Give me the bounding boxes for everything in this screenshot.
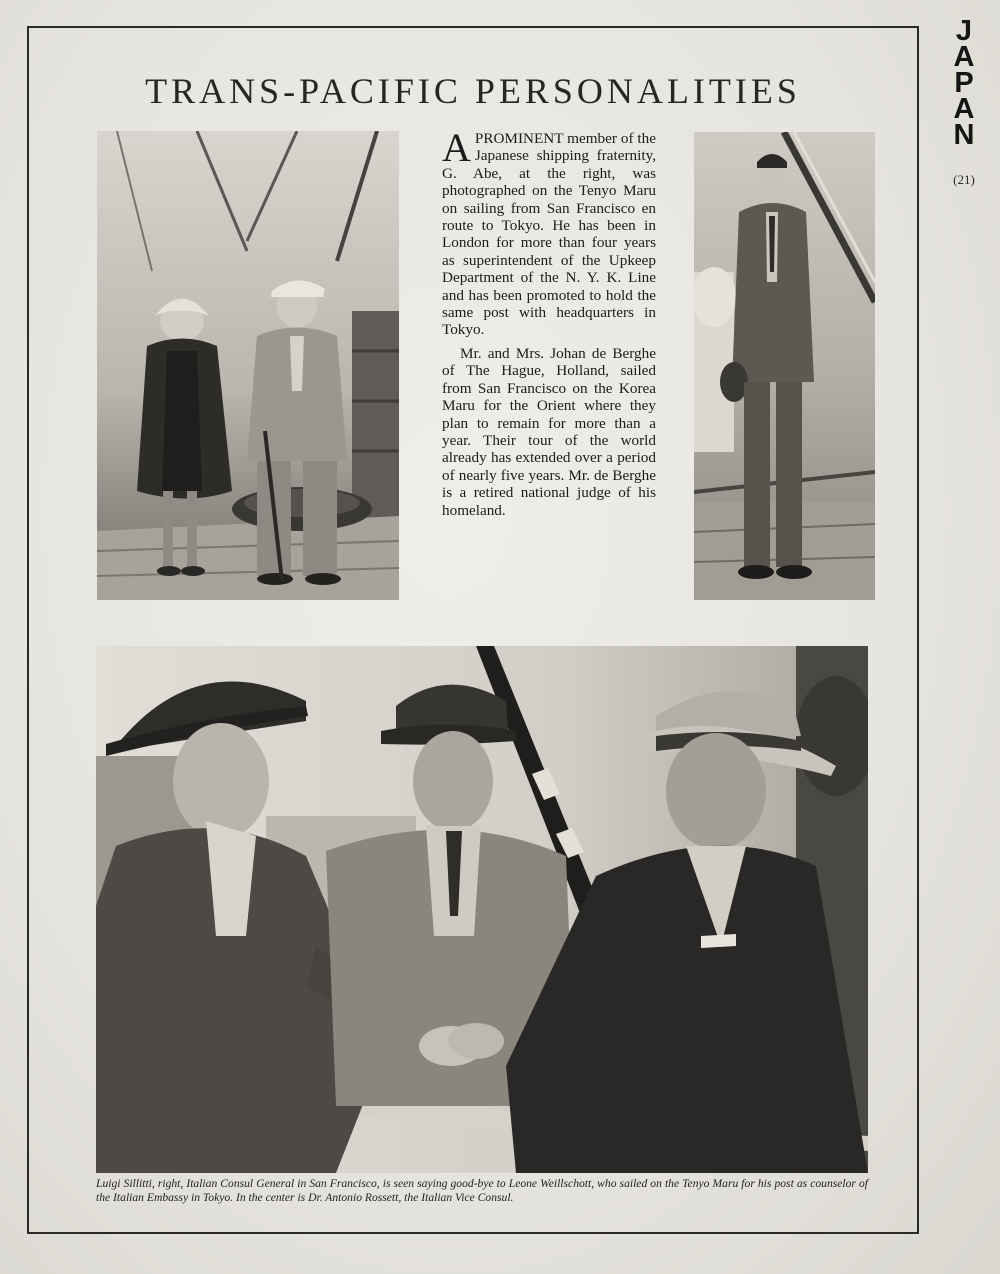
article-paragraph: Mr. and Mrs. Johan de Berghe of The Hague, Holland, sailed from San Francisco on the Korea Maru for the Orient where they plan to remain for more than a year. Their tour of the world already has extended over a period of nearly five years. Mr. de Berghe is a retired national judge of his homeland. [442, 344, 656, 519]
masthead-letter: A [953, 41, 975, 73]
article-paragraph [442, 125, 656, 339]
article-paragraph-text: PROMINENT member of the Japanese shipping fraternity, G. Abe, at the right, was photographed on the Tenyo Maru on sailing from San Francisco en route to Tokyo. He has been in London for more than four years as superintendent of the Upkeep Department of the N. Y. K. Line and has been promoted to hold the same post with headquarters in Tokyo. [442, 130, 656, 339]
article-body [442, 125, 656, 525]
photo-couple-on-deck [97, 131, 399, 600]
page-title: TRANS-PACIFIC PERSONALITIES [145, 71, 801, 111]
photo-man-on-deck [694, 132, 875, 600]
masthead-letter: N [953, 119, 975, 151]
drop-cap: A [442, 125, 471, 170]
masthead-letter: A [953, 93, 975, 125]
photo-three-men-handshake [96, 646, 868, 1173]
photo-caption: Luigi Sillitti, right, Italian Consul General in San Francisco, is seen saying good-bye to Leone Weillschott, who sailed on the Tenyo Maru for his post as counselor of the Italian Embassy in Tokyo. In the center is Dr. Antonio Rossett, the Italian Vice Consul. [96, 1177, 868, 1204]
masthead-letter: J [955, 15, 973, 47]
page-number: (21) [953, 172, 975, 187]
masthead-japan [946, 15, 982, 151]
masthead-letter: P [954, 67, 974, 99]
